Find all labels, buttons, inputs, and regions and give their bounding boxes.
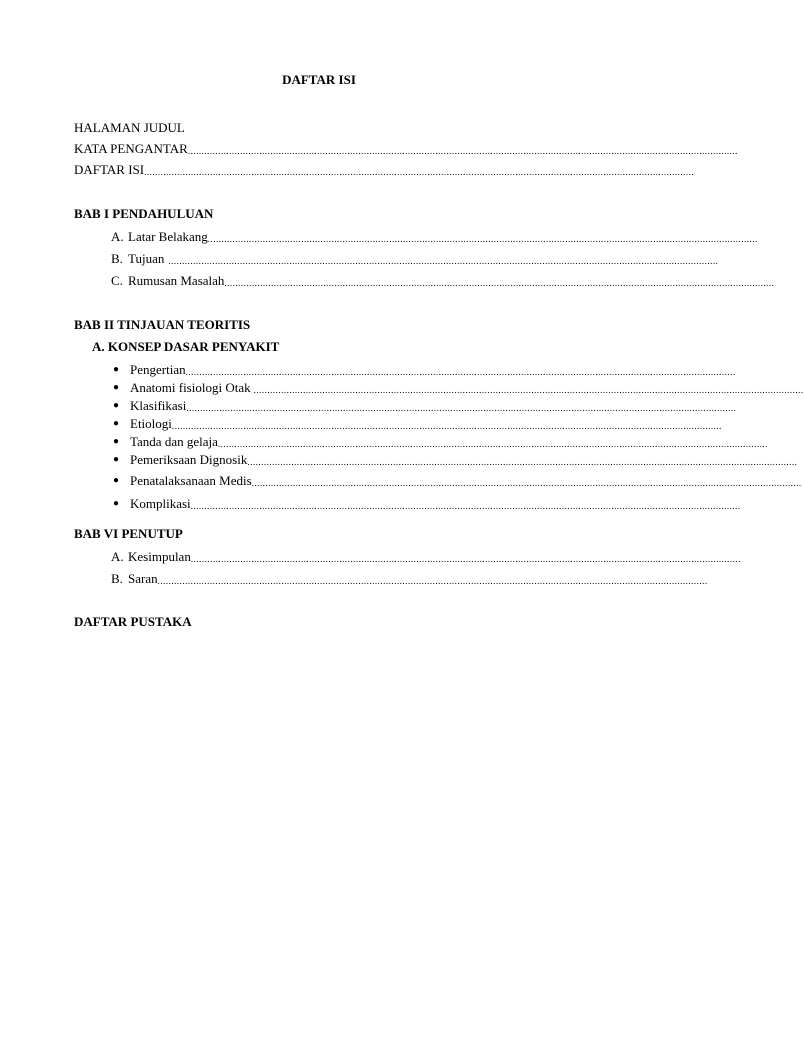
toc-entry-label: Latar Belakang	[128, 229, 208, 244]
toc-entry-kata-pengantar	[74, 141, 738, 157]
toc-entry-halaman-judul	[74, 120, 560, 136]
item-marker: A.	[111, 549, 124, 564]
toc-entry-label: Tujuan	[128, 251, 165, 266]
toc-entry-tujuan	[111, 251, 719, 267]
toc-entry-saran	[111, 571, 708, 587]
toc-entry-label: Pengertian	[130, 362, 186, 377]
toc-entry-kesimpulan	[111, 549, 741, 565]
leader-dots: ........................................................................................................................................................................................................	[144, 167, 695, 177]
bullet-icon: ●	[113, 454, 120, 465]
bullet-icon: ●	[113, 382, 120, 393]
toc-entry-rumusan-masalah	[111, 273, 775, 289]
bullet-icon: ●	[113, 400, 120, 411]
toc-entry-label: KATA PENGANTAR	[74, 141, 188, 156]
bullet-icon: ●	[113, 475, 120, 486]
toc-entry-label: Kesimpulan	[128, 549, 191, 564]
section-heading-bab-1: BAB I PENDAHULUAN	[74, 206, 214, 221]
toc-entry-label: DAFTAR ISI	[74, 162, 145, 177]
toc-entry-pemeriksaan	[113, 452, 798, 468]
toc-entry-label: Rumusan Masalah	[128, 273, 225, 288]
bullet-icon: ●	[113, 364, 120, 375]
item-marker: B.	[111, 251, 123, 266]
leader-dots: ........................................................................................................................................................................................................	[190, 501, 741, 511]
leader-dots: ........................................................................................................................................................................................................	[217, 439, 768, 449]
leader-dots: ........................................................................................................................................................................................................	[168, 256, 719, 266]
section-heading-bab-6: BAB VI PENUTUP	[74, 526, 183, 541]
toc-entry-komplikasi	[113, 496, 741, 512]
leader-dots: ........................................................................................................................................................................................................	[253, 385, 804, 395]
toc-entry-label: Klasifikasi	[130, 398, 187, 413]
leader-dots: ........................................................................................................................................................................................................	[224, 278, 775, 288]
bullet-icon: ●	[113, 418, 120, 429]
section-heading-bab-2: BAB II TINJAUAN TEORITIS	[74, 317, 251, 332]
toc-entry-anatomi	[113, 380, 804, 396]
toc-entry-tanda-gejala	[113, 434, 768, 450]
leader-dots: ........................................................................................................................................................................................................	[157, 576, 708, 586]
leader-dots: ........................................................................................................................................................................................................	[247, 457, 798, 467]
toc-entry-label: Komplikasi	[130, 496, 191, 511]
toc-entry-label: Saran	[128, 571, 158, 586]
toc-entry-label: Tanda dan gelaja	[130, 434, 218, 449]
toc-entry-etiologi	[113, 416, 722, 432]
leader-dots: ........................................................................................................................................................................................................	[187, 146, 738, 156]
item-marker: A.	[111, 229, 124, 244]
toc-entry-label: HALAMAN JUDUL	[74, 120, 185, 135]
toc-entry-penatalaksanaan	[113, 473, 802, 489]
toc-entry-label: Penatalaksanaan Medis	[130, 473, 252, 488]
toc-entry-label: Etiologi	[130, 416, 172, 431]
item-marker: B.	[111, 571, 123, 586]
toc-entry-daftar-isi	[74, 162, 695, 178]
leader-dots: ........................................................................................................................................................................................................	[251, 478, 802, 488]
page-title: DAFTAR ISI	[282, 72, 356, 87]
toc-entry-label: Anatomi fisiologi Otak	[130, 380, 251, 395]
toc-entry-pengertian	[113, 362, 736, 378]
bullet-icon: ●	[113, 498, 120, 509]
leader-dots: ........................................................................................................................................................................................................	[185, 367, 736, 377]
item-marker: C.	[111, 273, 123, 288]
toc-entry-label: Pemeriksaan Dignosik	[130, 452, 248, 467]
section-heading-daftar-pustaka: DAFTAR PUSTAKA	[74, 614, 192, 629]
leader-dots: ........................................................................................................................................................................................................	[171, 421, 722, 431]
leader-dots: ........................................................................................................................................................................................................	[186, 403, 737, 413]
toc-entry-klasifikasi	[113, 398, 737, 414]
leader-dots: ........................................................................................................................................................................................................	[207, 234, 758, 244]
toc-entry-latar-belakang	[111, 229, 758, 245]
sub-heading-konsep: A. KONSEP DASAR PENYAKIT	[92, 339, 280, 354]
leader-dots: ........................................................................................................................................................................................................	[190, 554, 741, 564]
bullet-icon: ●	[113, 436, 120, 447]
